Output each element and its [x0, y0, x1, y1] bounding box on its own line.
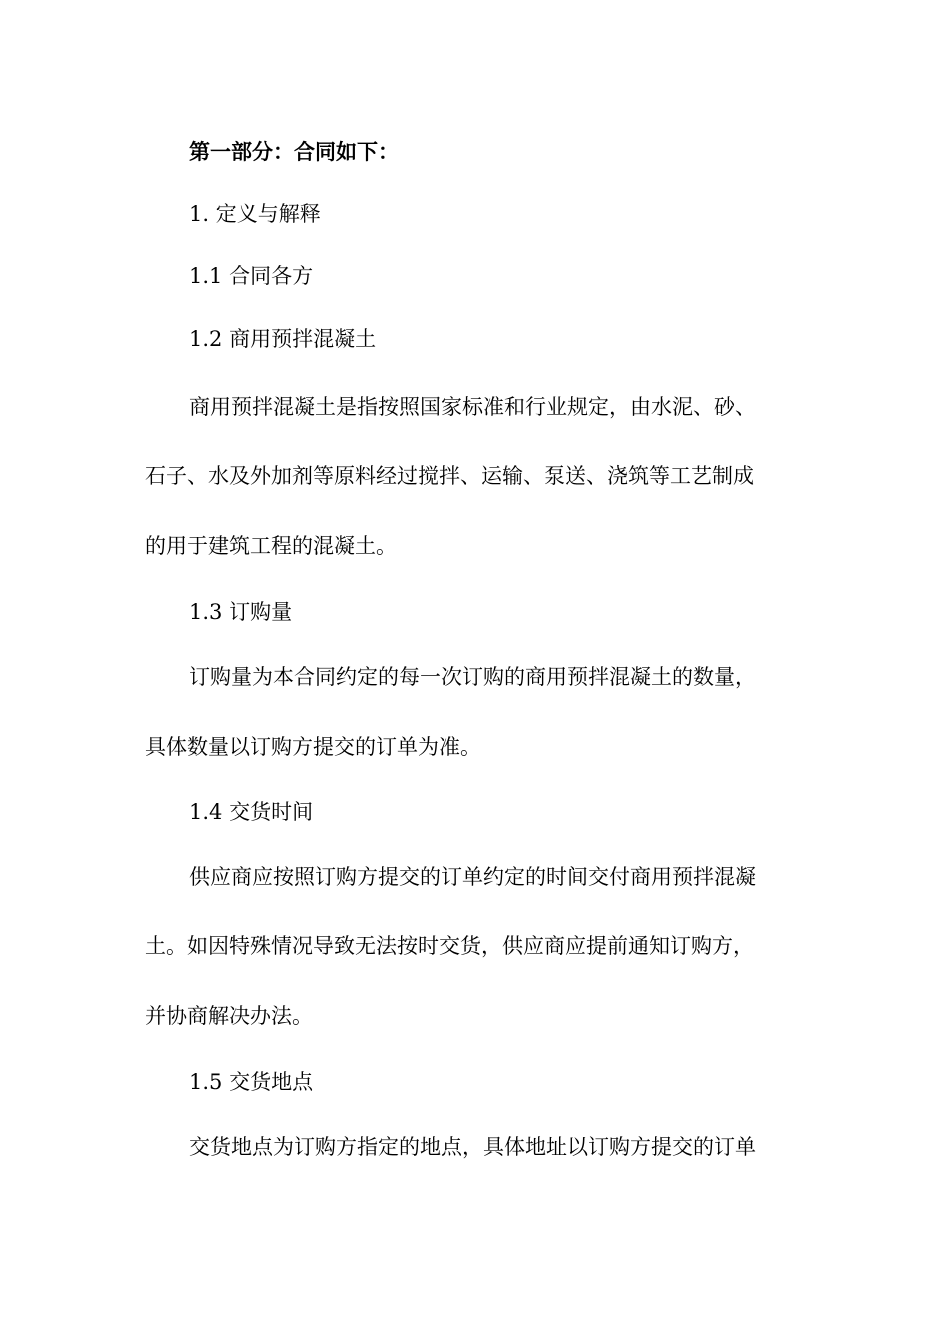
paragraph-1-3-line-1: 订购量为本合同约定的每一次订购的商用预拌混凝土的数量，: [189, 665, 756, 689]
section-heading-1-4: 1.4 交货时间: [189, 800, 314, 824]
paragraph-1-5-line-1: 交货地点为订购方指定的地点，具体地址以订购方提交的订单: [189, 1135, 756, 1159]
section-heading-1-3: 1.3 订购量: [189, 600, 293, 624]
paragraph-1-4-line-1: 供应商应按照订购方提交的订单约定的时间交付商用预拌混凝: [189, 865, 756, 889]
section-heading-1: 1. 定义与解释: [189, 202, 321, 226]
section-heading-1-1: 1.1 合同各方: [189, 264, 314, 288]
part-title: 第一部分：合同如下：: [189, 139, 399, 164]
paragraph-1-2-line-3: 的用于建筑工程的混凝土。: [145, 534, 397, 558]
paragraph-1-4-line-3: 并协商解决办法。: [145, 1004, 313, 1028]
paragraph-1-3-line-2: 具体数量以订购方提交的订单为准。: [145, 735, 481, 759]
paragraph-1-4-line-2: 土。如因特殊情况导致无法按时交货，供应商应提前通知订购方，: [145, 934, 754, 958]
paragraph-1-2-line-1: 商用预拌混凝土是指按照国家标准和行业规定，由水泥、砂、: [189, 395, 756, 419]
paragraph-1-2-line-2: 石子、水及外加剂等原料经过搅拌、运输、泵送、浇筑等工艺制成: [145, 464, 754, 488]
section-heading-1-2: 1.2 商用预拌混凝土: [189, 327, 377, 351]
section-heading-1-5: 1.5 交货地点: [189, 1070, 314, 1094]
